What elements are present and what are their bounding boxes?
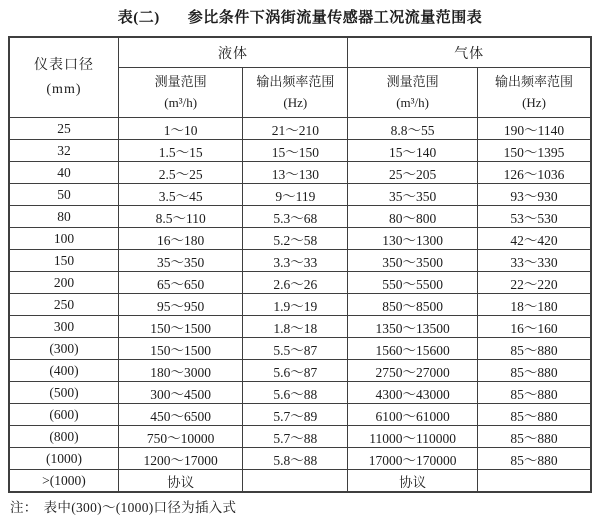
- diameter-unit: (mm): [46, 81, 82, 97]
- value-cell: 8.8～55: [348, 118, 478, 140]
- liquid-measure-unit: (m³/h): [164, 94, 198, 110]
- value-cell: 1.8～18: [243, 316, 348, 338]
- diameter-cell: (800): [9, 426, 118, 448]
- liquid-group-header: 液体: [118, 37, 347, 68]
- value-cell: 协议: [118, 470, 243, 493]
- diameter-cell: 200: [9, 272, 118, 294]
- diameter-cell: >(1000): [9, 470, 118, 493]
- table-row: [9, 184, 591, 206]
- liquid-frequency-unit: (Hz): [283, 94, 308, 110]
- value-cell: 35～350: [348, 184, 478, 206]
- value-cell: 53～530: [477, 206, 591, 228]
- value-cell: 350～3500: [348, 250, 478, 272]
- value-cell: 1350～13500: [348, 316, 478, 338]
- diameter-title: 仪表口径: [33, 57, 94, 73]
- diameter-cell: (500): [9, 382, 118, 404]
- value-cell: 5.6～88: [243, 382, 348, 404]
- value-cell: 85～880: [477, 404, 591, 426]
- value-cell: 1.5～15: [118, 140, 243, 162]
- liquid-frequency-title: 输出频率范围: [256, 73, 335, 89]
- value-cell: 450～6500: [118, 404, 243, 426]
- table-row: [9, 338, 591, 360]
- gas-measure-title: 测量范围: [386, 73, 439, 89]
- value-cell: 85～880: [477, 426, 591, 448]
- gas-frequency-header: [477, 68, 591, 118]
- value-cell: 1.9～19: [243, 294, 348, 316]
- gas-measure-header: [348, 68, 478, 118]
- table-row: [9, 316, 591, 338]
- value-cell: 16～160: [477, 316, 591, 338]
- value-cell: 11000～110000: [348, 426, 478, 448]
- diameter-cell: 300: [9, 316, 118, 338]
- value-cell: 5.8～88: [243, 448, 348, 470]
- value-cell: 42～420: [477, 228, 591, 250]
- table-row: [9, 426, 591, 448]
- value-cell: 5.7～89: [243, 404, 348, 426]
- value-cell: 80～800: [348, 206, 478, 228]
- liquid-measure-title: 测量范围: [154, 73, 207, 89]
- table-row: [9, 162, 591, 184]
- diameter-cell: 80: [9, 206, 118, 228]
- diameter-cell: 100: [9, 228, 118, 250]
- flow-range-table: [8, 36, 592, 493]
- value-cell: 750～10000: [118, 426, 243, 448]
- value-cell: 126～1036: [477, 162, 591, 184]
- table-row: [9, 294, 591, 316]
- table-row: [9, 470, 591, 493]
- value-cell: 2.5～25: [118, 162, 243, 184]
- value-cell: 550～5500: [348, 272, 478, 294]
- value-cell: 22～220: [477, 272, 591, 294]
- gas-group-header: 气体: [348, 37, 591, 68]
- footnote-label: 注：: [10, 500, 38, 515]
- diameter-cell: (1000): [9, 448, 118, 470]
- value-cell: 5.5～87: [243, 338, 348, 360]
- value-cell: 85～880: [477, 382, 591, 404]
- value-cell: [477, 470, 591, 493]
- value-cell: 13～130: [243, 162, 348, 184]
- diameter-cell: 40: [9, 162, 118, 184]
- value-cell: 65～650: [118, 272, 243, 294]
- diameter-cell: (600): [9, 404, 118, 426]
- table-row: [9, 382, 591, 404]
- table-row: [9, 448, 591, 470]
- value-cell: 6100～61000: [348, 404, 478, 426]
- value-cell: 5.2～58: [243, 228, 348, 250]
- table-row: [9, 118, 591, 140]
- value-cell: 1～10: [118, 118, 243, 140]
- value-cell: 3.3～33: [243, 250, 348, 272]
- value-cell: 150～1395: [477, 140, 591, 162]
- value-cell: 1200～17000: [118, 448, 243, 470]
- table-row: [9, 404, 591, 426]
- value-cell: 850～8500: [348, 294, 478, 316]
- value-cell: 33～330: [477, 250, 591, 272]
- table-row: [9, 206, 591, 228]
- diameter-cell: (300): [9, 338, 118, 360]
- diameter-cell: 150: [9, 250, 118, 272]
- value-cell: 25～205: [348, 162, 478, 184]
- value-cell: 5.7～88: [243, 426, 348, 448]
- value-cell: 18～180: [477, 294, 591, 316]
- diameter-cell: 50: [9, 184, 118, 206]
- value-cell: 3.5～45: [118, 184, 243, 206]
- value-cell: 21～210: [243, 118, 348, 140]
- value-cell: 15～150: [243, 140, 348, 162]
- value-cell: 150～1500: [118, 338, 243, 360]
- value-cell: 150～1500: [118, 316, 243, 338]
- value-cell: 180～3000: [118, 360, 243, 382]
- header-group-row: [9, 37, 591, 68]
- value-cell: 1560～15600: [348, 338, 478, 360]
- diameter-cell: 250: [9, 294, 118, 316]
- value-cell: 85～880: [477, 338, 591, 360]
- table-title-text: 参比条件下涡街流量传感器工况流量范围表: [187, 10, 483, 26]
- gas-frequency-title: 输出频率范围: [494, 73, 573, 89]
- table-row: [9, 140, 591, 162]
- value-cell: 16～180: [118, 228, 243, 250]
- gas-measure-unit: (m³/h): [396, 94, 429, 110]
- value-cell: 300～4500: [118, 382, 243, 404]
- gas-frequency-unit: (Hz): [522, 94, 546, 110]
- value-cell: 15～140: [348, 140, 478, 162]
- liquid-measure-header: [118, 68, 243, 118]
- value-cell: 9～119: [243, 184, 348, 206]
- value-cell: 2.6～26: [243, 272, 348, 294]
- value-cell: 93～930: [477, 184, 591, 206]
- value-cell: [243, 470, 348, 493]
- diameter-cell: (400): [9, 360, 118, 382]
- value-cell: 190～1140: [477, 118, 591, 140]
- table-number-label: 表(二): [117, 10, 160, 26]
- diameter-cell: 25: [9, 118, 118, 140]
- value-cell: 95～950: [118, 294, 243, 316]
- table-row: [9, 272, 591, 294]
- table-row: [9, 228, 591, 250]
- value-cell: 85～880: [477, 448, 591, 470]
- diameter-column-header: [9, 37, 118, 118]
- liquid-frequency-header: [243, 68, 348, 118]
- value-cell: 5.3～68: [243, 206, 348, 228]
- footnote: [10, 496, 600, 516]
- table-title: [0, 0, 600, 27]
- table-body: [9, 118, 591, 493]
- value-cell: 17000～170000: [348, 448, 478, 470]
- value-cell: 8.5～110: [118, 206, 243, 228]
- value-cell: 2750～27000: [348, 360, 478, 382]
- value-cell: 85～880: [477, 360, 591, 382]
- table-row: [9, 250, 591, 272]
- diameter-cell: 32: [9, 140, 118, 162]
- footnote-text: 表中(300)～(1000)口径为插入式: [43, 500, 237, 515]
- value-cell: 35～350: [118, 250, 243, 272]
- value-cell: 5.6～87: [243, 360, 348, 382]
- value-cell: 130～1300: [348, 228, 478, 250]
- table-row: [9, 360, 591, 382]
- value-cell: 4300～43000: [348, 382, 478, 404]
- value-cell: 协议: [348, 470, 478, 493]
- table-header: [9, 37, 591, 118]
